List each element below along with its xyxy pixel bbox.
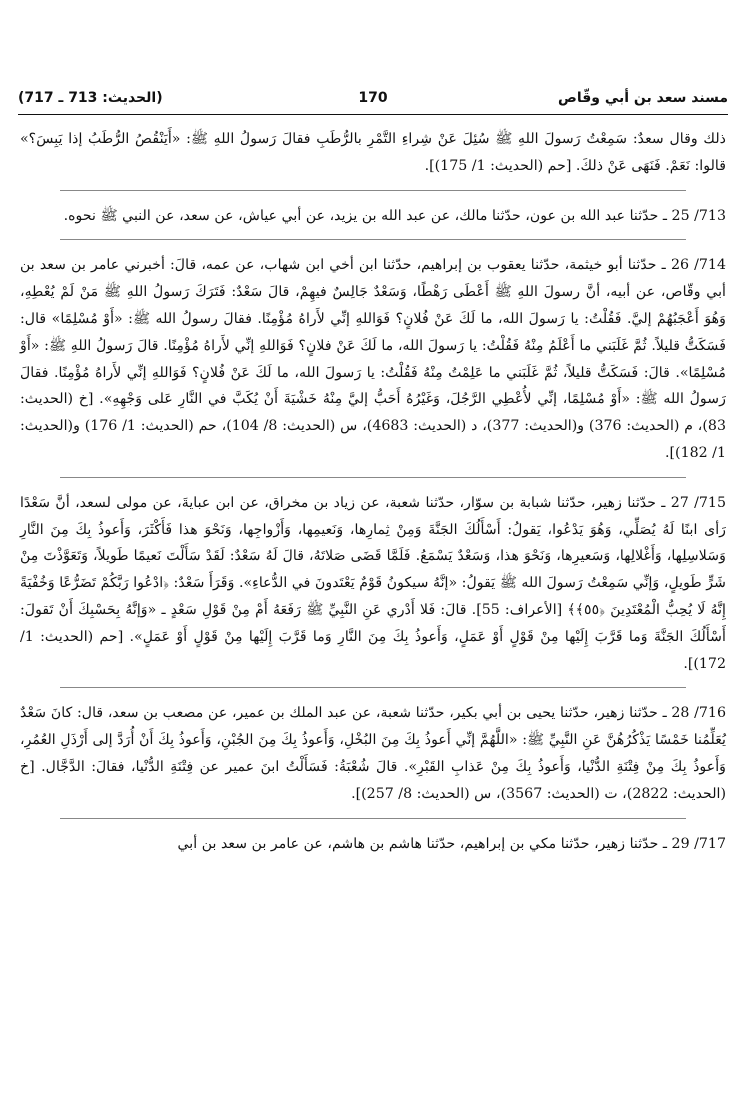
paragraph-hadith-715: 715/ 27 ـ حدّثنا زهير، حدّثنا شبابة بن سوّار، حدّثنا شعبة، عن زياد بن مخراق، عن ابن عبايةَ، عن مولى لسعد، أنَّ سَعْدًا رَأى ابنًا لَهُ يُصَلِّي، وَهُوَ يَدْعُوا، يَقولُ: أَسْأَلُكَ الجَنَّةَ وَمِنْ ثِمارِها، وَنَعيمِها، وَأَزْواجِها، وَنَحْوَ هذا فَأَكْثَرَ، وَأَعوذُ بِكَ مِنَ النَّارِ وَسَلاسِلِها، وَأَغْلالِها، وَسَعيرِها، وَنَحْوَ هذا، وَسَعْدٌ يَسْمَعُ. فَلَمَّا قَضَى صَلاتَهُ، قالَ لَهُ سَعْدٌ: لَقَدْ سَأَلْتَ نَعيمًا طَويلاً، وَتَعَوَّذْتَ مِنْ شَرٍّ طَويلٍ، وَإنِّي سَمِعْتُ رَسولَ الله ﷺ يَقولُ: «إنَّهُ سيكونُ قَوْمٌ يَعْتَدونَ في الدُّعاءِ». وَقَرَأَ سَعْدٌ: ﴿ادْعُوا رَبَّكُمْ تَضَرُّعًا وَخُفْيَةً إِنَّهُ لَا يُحِبُّ الْمُعْتَدِينَ ﴿٥٥﴾﴾ [الأعراف: 55]. قالَ: فَلا أَدْري عَنِ النَّبِيِّ ﷺ رَفَعَهُ أَمْ مِنْ قَوْلِ سَعْدٍ ـ «وَإنَّهُ بِحَسْبِكَ أَنْ تَقولَ: أَسْأَلُكَ الجَنَّةَ وَما قَرَّبَ إِلَيْها مِنْ قَوْلٍ أَوْ عَمَلٍ، وَأَعوذُ بِكَ مِنَ النَّارِ وَما قَرَّبَ إِلَيْها مِنْ قَوْلٍ أَوْ عَمَلٍ». [حم (الحديث: 1/ 172)].	[20, 494, 727, 672]
paragraph-hadith-713: 713/ 25 ـ حدّثنا عبد الله بن عون، حدّثنا مالك، عن عبد الله بن يزيد، عن أبي عياش، عن سعد، عن النبي ﷺ نحوه.	[63, 207, 726, 224]
separator	[60, 818, 686, 819]
paragraph-hadith-716: 716/ 28 ـ حدّثنا زهير، حدّثنا يحيى بن أبي بكير، حدّثنا شعبة، عن عبد الملك بن عمير، عن مصعب بن سعد، قال: كانَ سَعْدٌ يُعَلِّمُنا خَمْسًا يَذْكُرُهُنَّ عَنِ النَّبِيِّ ﷺ: «اللَّهُمَّ إنِّي أَعوذُ بِكَ مِنَ البُخْلِ، وَأَعوذُ بِكَ مِنَ الجُبْنِ، وَأَعوذُ بِكَ أَنْ أُرَدَّ إلى أَرْذَلِ العُمُرِ، وَأَعوذُ بِكَ مِنْ فِتْنَةِ الدُّنْيا، وَأَعوذُ بِكَ مِنْ عَذابِ القَبْرِ». قالَ شُعْبَةُ: فَسَأَلْتُ ابنَ عمير عن فِتْنَةِ الدُّنْيا، فقالَ: الدَّجَّال. [خ (الحديث: 2822)، ت (الحديث: 3567)، س (الحديث: 8/ 257)].	[20, 705, 726, 802]
paragraph-hadith-714: 714/ 26 ـ حدّثنا أبو خيثمة، حدّثنا يعقوب بن إبراهيم، حدّثنا ابن أخي ابن شهاب، عن عمه، قالَ: أخبرني عامر بن سعد بن أبي وقّاص، عن أبيه، أنَّ رسولَ اللهِ ﷺ أَعْطَى رَهْطًا، وَسَعْدٌ جَالِسٌ فيهِمْ، قالَ سَعْدٌ: فَتَرَكَ رَسولُ اللهِ ﷺ مَنْ لَمْ يُعْطِهِ، وَهُوَ أَعْجَبُهُمْ إليَّ. فَقُلْتُ: يا رَسولَ الله، ما لَكَ عَنْ فُلانٍ؟ فَوَاللهِ إنِّي لأَراهُ مُؤْمِنًا. فقالَ رسولُ الله ﷺ: «أَوْ مُسْلِمًا» قال: فَسَكَتُّ قليلاً. ثُمَّ غَلَبَني ما أَعْلَمُ مِنْهُ فَقُلْتُ: يا رَسولَ الله، ما لَكَ عَنْ فلانٍ؟ فَوَاللهِ إنِّي لأَراهُ مُؤْمِنًا. قالَ رَسولُ اللهِ ﷺ: «أَوْ مُسْلِمًا». قالَ: فَسَكَتُّ قليلاً، ثُمَّ غَلَبَني ما عَلِمْتُ مِنْهُ فَقُلْتُ: يا رَسولَ الله، ما لَكَ عَنْ فُلانٍ؟ فَوَاللهِ إنِّي لأَراهُ مُؤْمِنًا. فقالَ رَسولُ الله ﷺ: «أَوْ مُسْلِمًا، إنِّي لأُعْطِي الرَّجُلَ، وَغَيْرُهُ أَحَبُّ إليَّ مِنْهُ خَشْيَةَ أَنْ يُكَبَّ في النَّارِ عَلى وَجْهِهِ». [خ (الحديث: 83)، م (الحديث: 376) و(الحديث: 377)، د (الحديث: 4683)، س (الحديث: 8/ 104)، حم (الحديث: 1/ 176) و(الحديث: 1/ 182)].	[20, 257, 726, 461]
separator	[60, 477, 686, 478]
book-title: مسند سعد بن أبي وقّاص	[557, 90, 728, 106]
separator	[60, 190, 686, 191]
header-rule	[18, 114, 728, 115]
paragraph-hadith-717: 717/ 29 ـ حدّثنا زهير، حدّثنا مكي بن إبراهيم، حدّثنا هاشم بن هاشم، عن عامر بن سعد بن أبي	[177, 835, 726, 852]
separator	[60, 687, 686, 688]
separator	[60, 239, 686, 240]
page-body	[20, 126, 726, 867]
hadith-range: (الحديث: 713 ـ 717)	[18, 90, 163, 106]
page-number: 170	[358, 90, 388, 106]
paragraph-continuation: ذلك وقال سعدٌ: سَمِعْتُ رَسولَ اللهِ ﷺ سُئِلَ عَنْ شِراءِ التَّمْرِ بالرُّطَبِ فقالَ رَسولُ اللهِ ﷺ: «أَيَنْقُصُ الرُّطَبُ إذا يَبِسَ؟» قالوا: نَعَمْ. فَنَهَى عَنْ ذلكَ. [حم (الحديث: 1/ 175)].	[20, 131, 726, 174]
page-header	[18, 86, 728, 114]
